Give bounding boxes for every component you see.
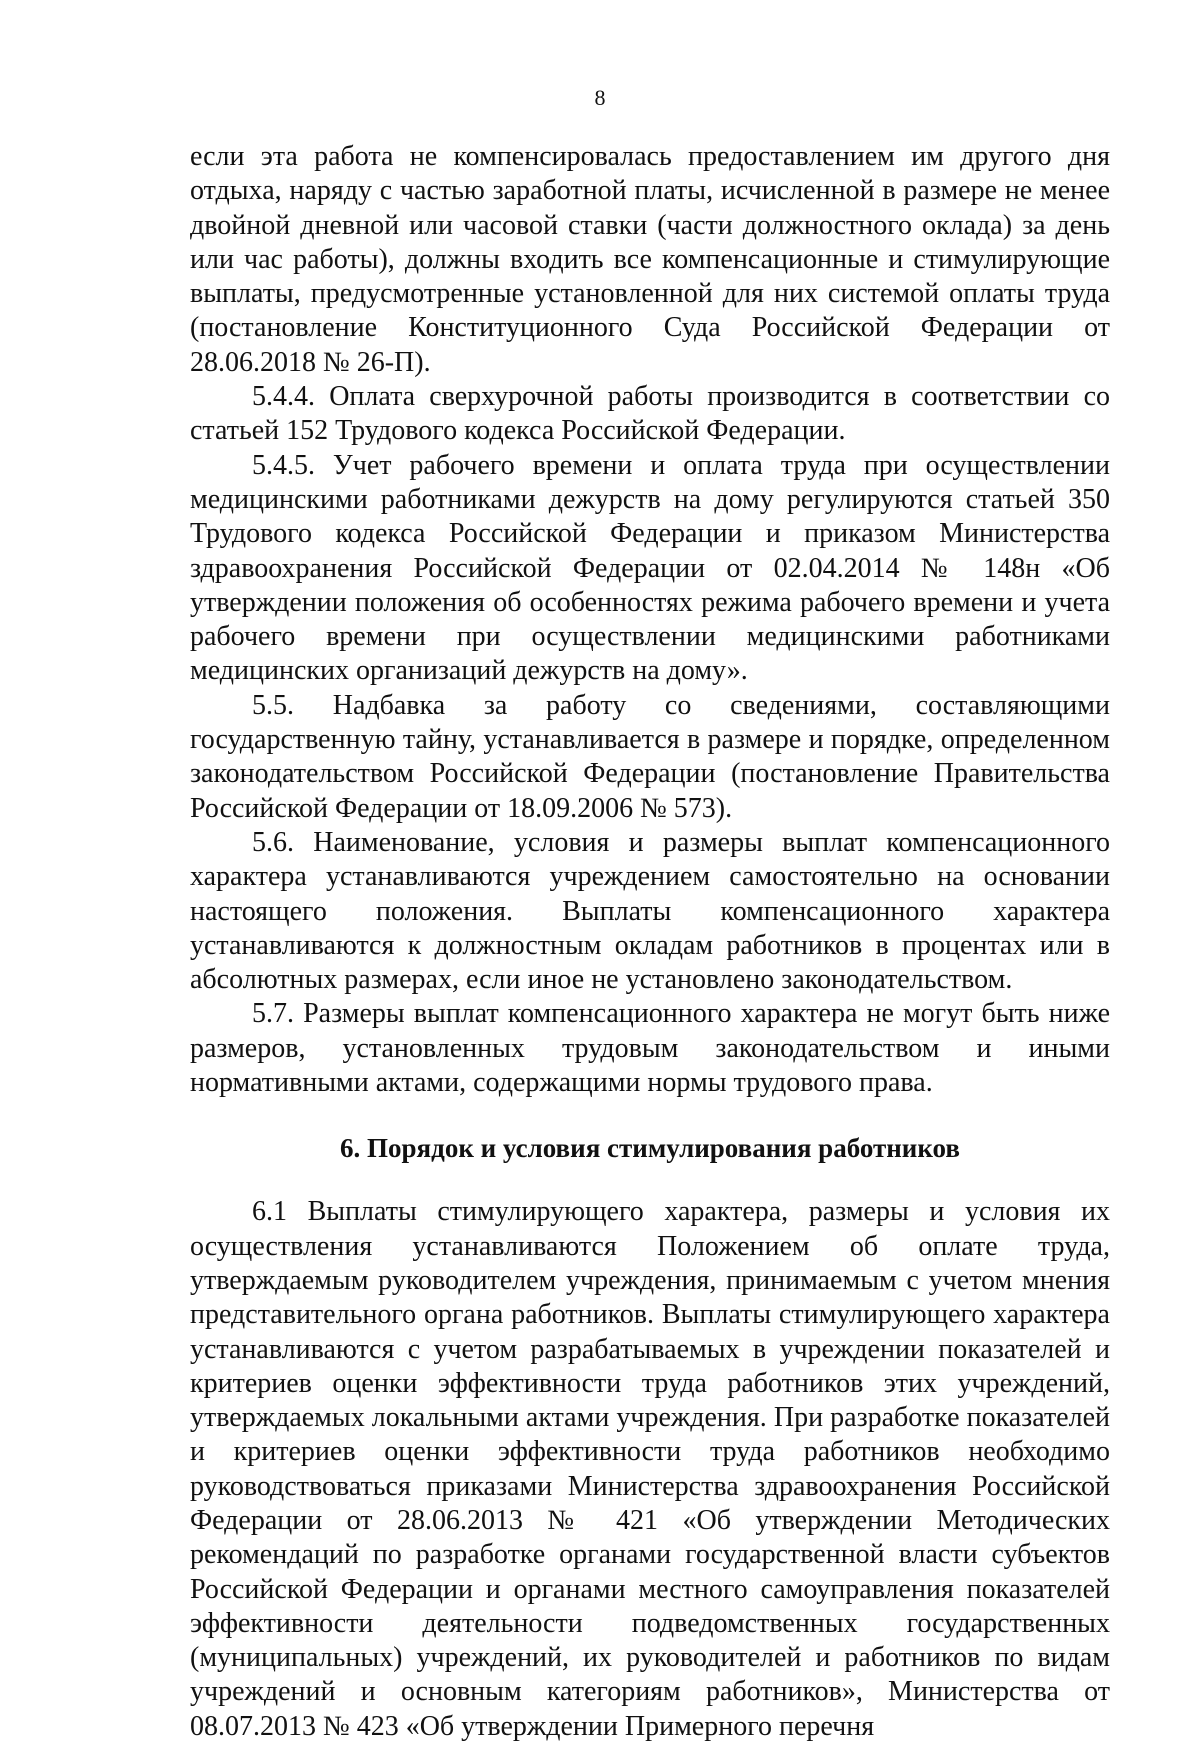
paragraph-5-7: 5.7. Размеры выплат компенсационного характера не могут быть ниже размеров, установленных трудовым законодательством и иными нормативными актами, содержащими нормы трудового права. — [190, 998, 1110, 1099]
document-body — [190, 140, 1110, 1744]
paragraph-continuation: если эта работа не компенсировалась предоставлением им другого дня отдыха, наряду с частью заработной платы, исчисленной в размере не менее двойной дневной или часовой ставки (части должностного оклада) за день или час работы), должны входить все компенсационные и стимулирующие выплаты, предусмотренные установленной для них системой оплаты труда (постановление Конституционного Суда Российской Федерации от 28.06.2018 № 26-П). — [190, 141, 1110, 378]
section-heading: 6. Порядок и условия стимулирования работников — [340, 1133, 960, 1164]
paragraph-5-4-5: 5.4.5. Учет рабочего времени и оплата труда при осуществлении медицинскими работниками дежурств на дому регулируются статьей 350 Трудового кодекса Российской Федерации и приказом Министерства здравоохранения Российской Федерации от 02.04.2014 № 148н «Об утверждении положения об особенностях режима рабочего времени и учета рабочего времени при осуществлении медицинскими работниками медицинских организаций дежурств на дому». — [190, 449, 1110, 687]
paragraph-5-6: 5.6. Наименование, условия и размеры выплат компенсационного характера устанавливаются учреждением самостоятельно на основании настоящего положения. Выплаты компенсационного характера устанавливаются к должностным окладам работников в процентах или в абсолютных размерах, если иное не установлено законодательством. — [190, 826, 1110, 996]
paragraph-5-4-4: 5.4.4. Оплата сверхурочной работы производится в соответствии со статьей 152 Трудового кодекса Российской Федерации. — [190, 381, 1110, 447]
paragraph-5-5: 5.5. Надбавка за работу со сведениями, составляющими государственную тайну, устанавливается в размере и порядке, определенном законодательством Российской Федерации (постановление Правительства Российской Федерации от 18.09.2006 № 573). — [190, 689, 1110, 824]
page-number: 8 — [594, 85, 606, 110]
paragraph-6-1: 6.1 Выплаты стимулирующего характера, размеры и условия их осуществления устанавливаются Положением об оплате труда, утверждаемым руководителем учреждения, принимаемым с учетом мнения представительного органа работников. Выплаты стимулирующего характера устанавливаются с учетом разрабатываемых в учреждении показателей и критериев оценки эффективности труда работников этих учреждений, утверждаемых локальными актами учреждения. При разработке показателей и критериев оценки эффективности труда работников необходимо руководствоваться приказами Министерства здравоохранения Российской Федерации от 28.06.2013 № 421 «Об утверждении Методических рекомендаций по разработке органами государственной власти субъектов Российской Федерации и органами местного самоуправления показателей эффективности деятельности подведомственных государственных (муниципальных) учреждений, их руководителей и работников по видам учреждений и основным категориям работников», Министерства от 08.07.2013 № 423 «Об утверждении Примерного перечня — [190, 1196, 1110, 1742]
